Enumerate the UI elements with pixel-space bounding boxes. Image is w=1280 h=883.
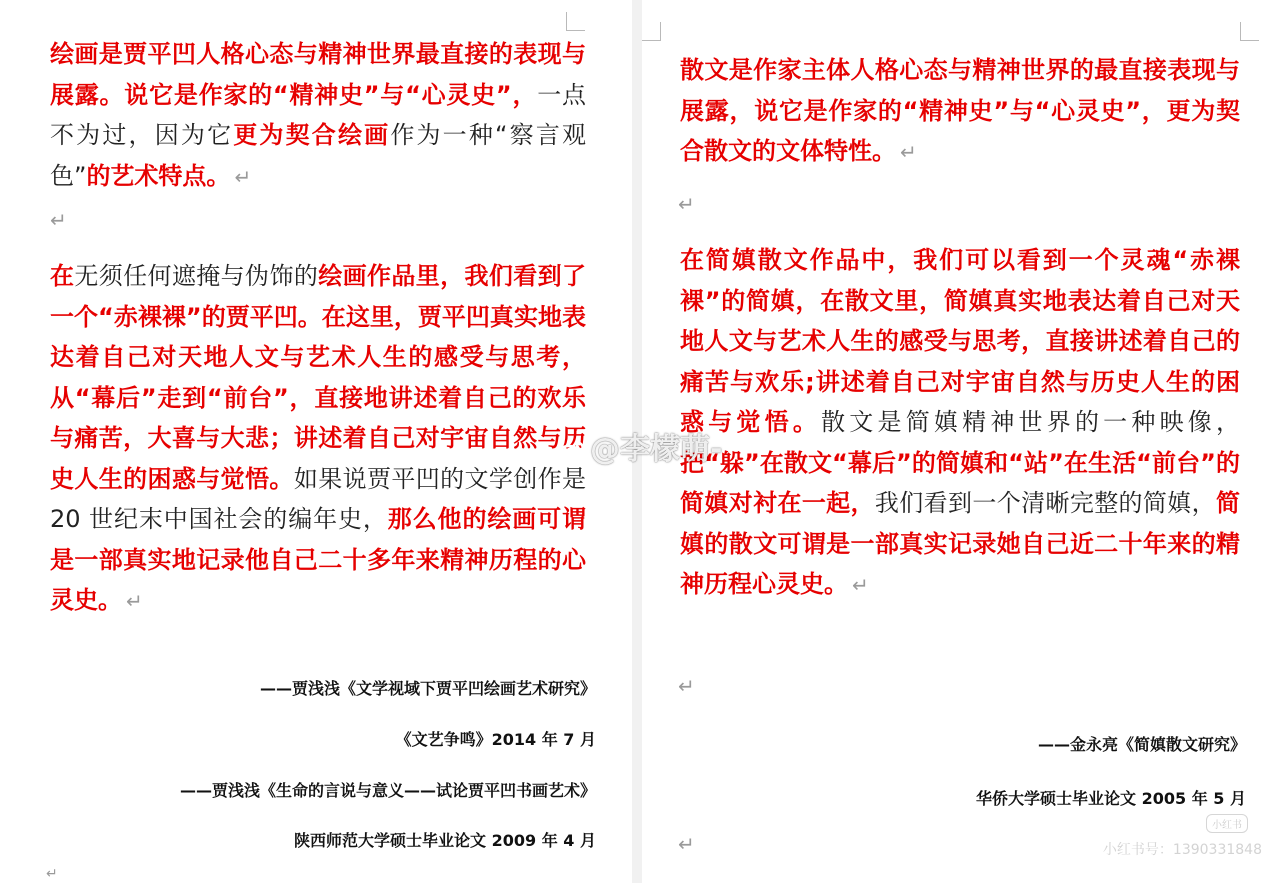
plain-text: 无须任何遮掩与伪饰的 — [74, 262, 319, 290]
highlighted-text: 在 — [50, 262, 75, 290]
highlighted-text: 更为契合绘画 — [233, 121, 391, 149]
right-paragraph-1 — [680, 50, 1240, 173]
highlighted-text: 把“躲”在散文“幕后”的简嫃和“站”在生活“前台”的简嫃对衬在一起， — [680, 448, 1240, 517]
right-document-page — [642, 0, 1280, 883]
paragraph-mark-icon: ↵ — [900, 140, 917, 164]
plain-text: 作为一种“察言观色” — [50, 121, 587, 190]
xhs-logo-badge: 小红书 — [1206, 814, 1248, 833]
paragraph-mark-icon: ↵ — [126, 589, 143, 613]
weibo-logo-icon — [556, 438, 586, 464]
watermark-text: @李檬萌- — [590, 432, 723, 467]
right-citation-2: 华侨大学硕士毕业论文 2005 年 5 月 — [976, 789, 1246, 808]
plain-text: 散文是简嫃精神世界的一种映像， — [821, 408, 1241, 436]
weibo-watermark — [556, 424, 722, 468]
highlighted-text: 散文是作家主体人格心态与精神世界的最直接表现与展露，说它是作家的“精神史”与“心灵史”，更为契合散文的文体特性。 — [680, 56, 1240, 165]
highlighted-text: 简嫃的散文可谓是一部真实记录她自己近二十年来的精神历程心灵史。 — [680, 489, 1241, 598]
margin-corner-mark — [566, 12, 585, 31]
paragraph-mark-icon: ↵ — [46, 866, 58, 882]
paragraph-mark-icon: ↵ — [234, 164, 252, 189]
plain-text: 一点不为过，因为它 — [50, 80, 587, 149]
left-citation-1: ——贾浅浅《文学视域下贾平凹绘画艺术研究》 — [259, 679, 596, 698]
paragraph-mark-icon: ↵ — [678, 832, 695, 856]
highlighted-text: 的艺术特点。 — [86, 161, 231, 190]
highlighted-text: 绘画作品里，我们看到了一个“赤裸裸”的贾平凹。在这里，贾平凹真实地表达着自己对天地人文与艺术人生的感受与思考，从“幕后”走到“前台”，直接地讲述着自己的欢乐与痛苦，大喜与大悲；讲述着自己对宇宙自然与历史人生的困惑与觉悟。 — [50, 262, 587, 493]
right-paragraph-2 — [680, 240, 1240, 606]
margin-corner-mark — [642, 22, 661, 41]
left-citation-4: 陕西师范大学硕士毕业论文 2009 年 4 月 — [294, 831, 596, 850]
highlighted-text: 在简嫃散文作品中，我们可以看到一个灵魂“赤裸裸”的简嫃，在散文里，简嫃真实地表达着自己对天地人文与艺术人生的感受与思考，直接讲述着自己的痛苦与欢乐;讲述着自己对宇宙自然与历史人生的困惑与觉悟。 — [680, 246, 1240, 436]
highlighted-text: 那么他的绘画可谓是一部真实地记录他自己二十多年来精神历程的心灵史。 — [50, 505, 587, 614]
margin-corner-mark — [1240, 22, 1259, 41]
paragraph-mark-icon: ↵ — [852, 573, 869, 597]
left-citation-2: 《文艺争鸣》2014 年 7 月 — [395, 730, 596, 749]
paragraph-mark-icon: ↵ — [50, 208, 67, 232]
xhs-id-watermark: 小红书号：1390331848 — [1102, 842, 1262, 858]
highlighted-text: 绘画是贾平凹人格心态与精神世界最直接的表现与展露。说它是作家的“精神史”与“心灵史”， — [50, 40, 586, 109]
left-citation-3: ——贾浅浅《生命的言说与意义——试论贾平凹书画艺术》 — [179, 781, 596, 800]
left-document-page — [0, 0, 632, 883]
paragraph-mark-icon: ↵ — [678, 192, 695, 216]
left-paragraph-1 — [50, 34, 586, 197]
plain-text: 我们看到一个清晰完整的简嫃， — [874, 489, 1217, 517]
right-citation-1: ——金永亮《简嫃散文研究》 — [1037, 735, 1246, 754]
paragraph-mark-icon: ↵ — [678, 674, 695, 698]
left-paragraph-2 — [50, 256, 586, 622]
plain-text: 如果说贾平凹的文学创作是 20 世纪末中国社会的编年史， — [50, 464, 587, 533]
